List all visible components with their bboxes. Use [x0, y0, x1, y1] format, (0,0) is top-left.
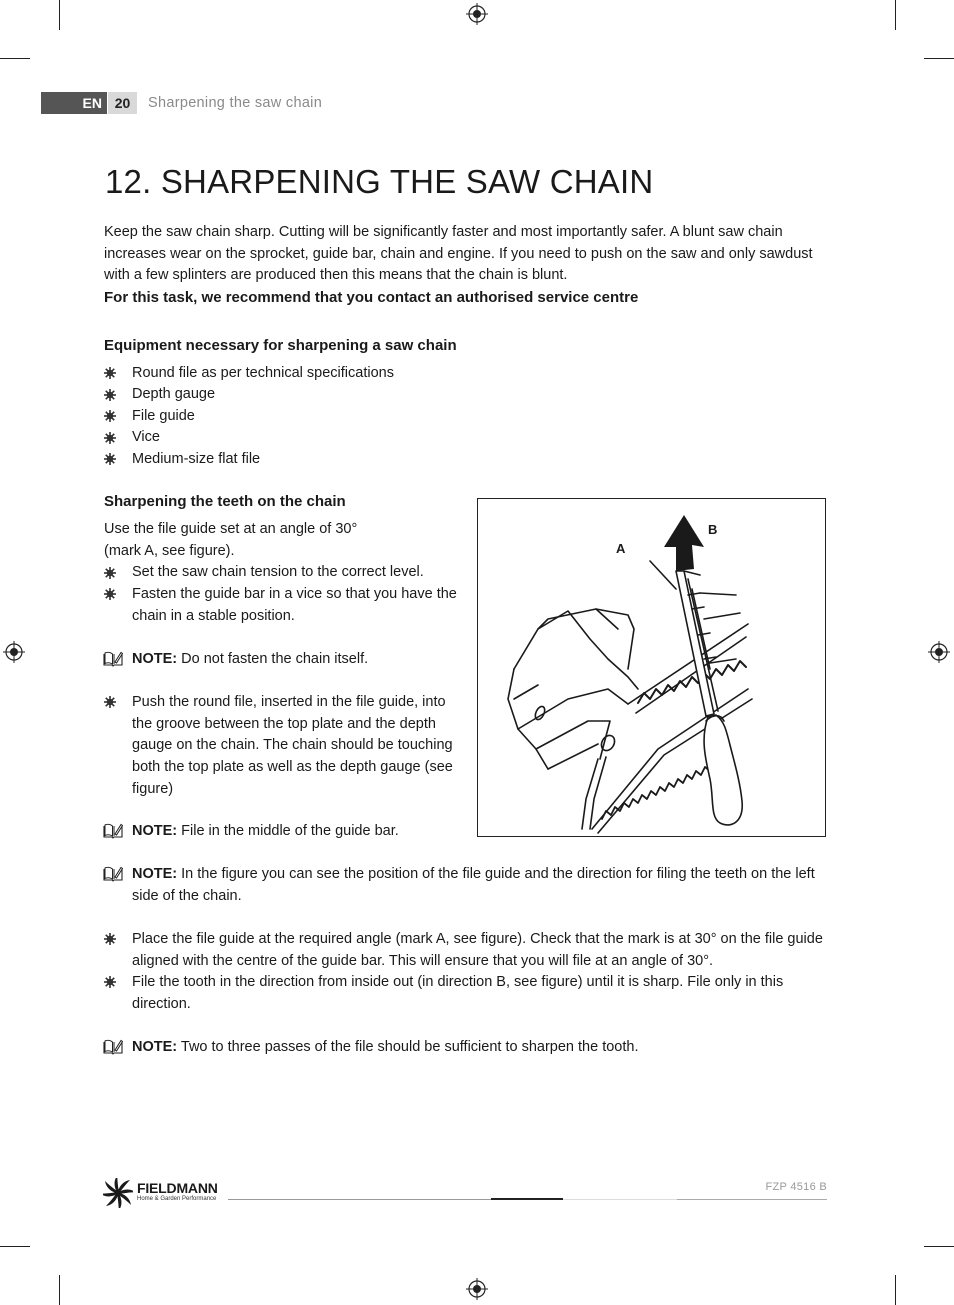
running-header: Sharpening the saw chain [148, 95, 323, 111]
equipment-item: Round file as per technical specifications [132, 365, 394, 381]
teeth-step-line: gauge on the chain. The chain should be touching [132, 737, 453, 754]
crop-mark [924, 58, 954, 59]
page-title: 12. SHARPENING THE SAW CHAIN [105, 163, 654, 200]
note-label: NOTE: [132, 651, 178, 667]
bullet-icon [104, 410, 116, 422]
footer-rule [563, 1199, 677, 1200]
bullet-icon [104, 389, 116, 401]
book-pencil-icon [103, 651, 123, 667]
intro-line: increases wear on the sprocket, guide bar, chain and engine. If you need to push on the saw and only sawdust [104, 245, 813, 262]
filing-step-line: Place the file guide at the required angle (mark A, see figure). Check that the mark is at 30° on the file guide [132, 931, 823, 947]
equipment-item: Depth gauge [132, 386, 216, 402]
model-number: FZP 4516 B [765, 1181, 827, 1193]
note-text: In the figure you can see the position of the file guide and the direction for filing the teeth on the left [181, 866, 815, 882]
filing-step-line: aligned with the centre of the guide bar. This will ensure that you will file at an angle of 30°. [132, 952, 714, 969]
fieldmann-logo-icon [103, 1178, 133, 1208]
registration-mark-icon [466, 3, 488, 25]
bullet-icon [104, 933, 116, 945]
page-number: 20 [114, 95, 131, 111]
teeth-step-line: figure) [132, 780, 174, 797]
crop-mark [924, 1246, 954, 1247]
crop-mark [895, 1275, 896, 1305]
note-label: NOTE: [132, 866, 178, 882]
teeth-intro [104, 519, 464, 562]
note-label: NOTE: [132, 1039, 178, 1055]
teeth-heading: Sharpening the teeth on the chain [104, 493, 346, 510]
brand-tagline: Home & Garden Performance [137, 1196, 217, 1202]
filing-step [132, 972, 832, 1015]
filing-step-line: direction. [132, 995, 191, 1012]
page-number-box [108, 92, 137, 114]
book-pencil-icon [103, 823, 123, 839]
crop-mark [0, 1246, 30, 1247]
footer-rule [677, 1199, 827, 1200]
note-text: File in the middle of the guide bar. [181, 823, 399, 839]
teeth-intro-line: Use the file guide set at an angle of 30° [104, 521, 358, 537]
book-pencil-icon [103, 1039, 123, 1055]
teeth-step-line: Push the round file, inserted in the file guide, into [132, 694, 446, 710]
figure-label-a: A [616, 541, 626, 556]
teeth-intro-line: (mark A, see figure). [104, 542, 235, 559]
bullet-icon [104, 976, 116, 988]
crop-mark [895, 0, 896, 30]
bullet-icon [104, 432, 116, 444]
teeth-step-line: Fasten the guide bar in a vice so that you have the [132, 586, 457, 602]
registration-mark-icon [928, 641, 950, 663]
chain-sharpening-figure [477, 498, 826, 837]
footer-rule [491, 1198, 563, 1200]
intro-line: with a few splinters are produced then this means that the chain is blunt. [104, 267, 568, 284]
book-pencil-icon [103, 866, 123, 882]
teeth-step-line: chain in a stable position. [132, 607, 295, 624]
bullet-icon [104, 588, 116, 600]
footer-rule [228, 1199, 491, 1200]
crop-mark [59, 1275, 60, 1305]
bullet-icon [104, 696, 116, 708]
figure-label-b: B [708, 522, 718, 537]
crop-mark [0, 58, 30, 59]
brand-name: FIELDMANN [137, 1180, 218, 1196]
note-label: NOTE: [132, 823, 178, 839]
teeth-step [132, 584, 462, 627]
equipment-item: Medium-size flat file [132, 451, 261, 467]
equipment-heading: Equipment necessary for sharpening a saw chain [104, 337, 457, 354]
note [132, 864, 832, 907]
service-recommendation: For this task, we recommend that you contact an authorised service centre [104, 289, 639, 307]
teeth-step-line: both the top plate as well as the depth gauge (see [132, 759, 453, 776]
registration-mark-icon [3, 641, 25, 663]
language-tab [41, 92, 107, 114]
intro-paragraph [104, 222, 824, 309]
note-text: Two to three passes of the file should be sufficient to sharpen the tooth. [180, 1039, 639, 1055]
teeth-step [132, 692, 462, 801]
note-text: side of the chain. [132, 887, 242, 904]
bullet-icon [104, 567, 116, 579]
note [132, 821, 399, 843]
equipment-item: Vice [132, 429, 160, 445]
note-text: Do not fasten the chain itself. [181, 651, 369, 667]
bullet-icon [104, 367, 116, 379]
filing-step-line: File the tooth in the direction from inside out (in direction B, see figure) until it is sharp. File only in this [132, 974, 784, 990]
language-label: EN [82, 95, 102, 111]
equipment-item: File guide [132, 408, 195, 424]
bullet-icon [104, 453, 116, 465]
note [132, 649, 368, 671]
crop-mark [59, 0, 60, 30]
registration-mark-icon [466, 1278, 488, 1300]
teeth-step: Set the saw chain tension to the correct level. [132, 564, 424, 580]
teeth-step-line: the groove between the top plate and the depth [132, 715, 436, 732]
filing-step [132, 929, 832, 972]
direction-arrow-icon [664, 515, 704, 571]
note [132, 1037, 638, 1059]
intro-line: Keep the saw chain sharp. Cutting will be significantly faster and most importantly safer. A blunt saw chain [104, 224, 783, 240]
file-guide-illustration [478, 499, 825, 836]
